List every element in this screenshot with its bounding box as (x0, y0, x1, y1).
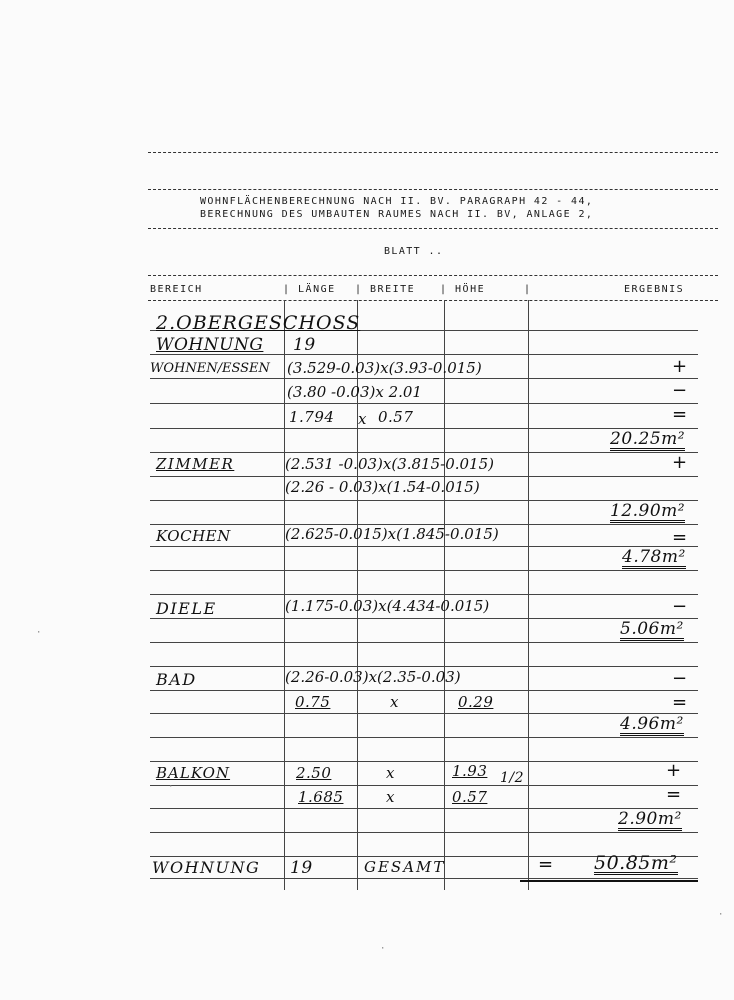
blatt-rule (148, 275, 718, 276)
floor-heading: 2.OBERGESCHOSS (156, 312, 361, 334)
minus-sign: − (672, 380, 688, 401)
grid-row (150, 785, 698, 786)
scan-speck: · (718, 910, 724, 920)
bad-calc-2a: 0.75 (295, 693, 331, 711)
grid-col-3 (444, 300, 445, 890)
grid-row (150, 713, 698, 714)
grid-row (150, 594, 698, 595)
grid-row (150, 761, 698, 762)
bad-calc-2b: x (390, 693, 399, 711)
header-rule (148, 228, 718, 229)
equals-sign: = (672, 527, 688, 548)
kochen-calc-1: (2.625-0.015)x(1.845-0.015) (285, 525, 499, 543)
room-label-balkon: BALKON (156, 764, 231, 782)
balkon-result: 2.90m² (618, 809, 682, 829)
header-line-2: BERECHNUNG DES UMBAUTEN RAUMES NACH II. BV, ANLAGE 2, (200, 209, 594, 220)
grid-col-1 (284, 300, 285, 890)
total-underline (520, 880, 698, 882)
grid-row (150, 666, 698, 667)
kochen-result: 4.78m² (622, 547, 686, 567)
wohnen-calc-3c: 0.57 (378, 408, 414, 426)
total-label: WOHNUNG (152, 858, 261, 877)
grid-row (150, 878, 698, 879)
col-bereich: BEREICH (150, 284, 203, 295)
plus-sign: + (672, 452, 688, 473)
room-label-diele: DIELE (156, 599, 217, 618)
room-label-kochen: KOCHEN (156, 527, 231, 545)
col-ergebnis: ERGEBNIS (624, 284, 685, 295)
wohnen-calc-1: (3.529-0.03)x(3.93-0.015) (287, 359, 482, 377)
balkon-calc-1a: 2.50 (296, 764, 332, 782)
zimmer-calc-2: (2.26 - 0.03)x(1.54-0.015) (285, 478, 480, 496)
bad-calc-1: (2.26-0.03)x(2.35-0.03) (285, 668, 461, 686)
diele-result: 5.06m² (620, 619, 684, 639)
room-label-bad: BAD (156, 670, 197, 689)
wohnen-result: 20.25m² (610, 429, 686, 449)
col-sep: | (524, 284, 532, 295)
grid-col-4 (528, 300, 529, 890)
grid-row (150, 642, 698, 643)
scan-speck: · (380, 944, 386, 954)
zimmer-result: 12.90m² (610, 501, 686, 521)
wohnen-calc-2: (3.80 -0.03)x 2.01 (287, 383, 422, 401)
diele-calc-1: (1.175-0.03)x(4.434-0.015) (285, 597, 490, 615)
total-equals-sign: = (538, 854, 554, 875)
grid-row (150, 737, 698, 738)
plus-sign: + (672, 356, 688, 377)
col-hoehe: | HÖHE (440, 284, 486, 295)
room-label-zimmer: ZIMMER (156, 455, 235, 473)
balkon-calc-2b: x (386, 788, 395, 806)
grid-row (150, 808, 698, 809)
blatt-label: BLATT .. (384, 246, 444, 257)
total-result: 50.85m² (594, 852, 678, 874)
total-text: GESAMT (364, 858, 446, 876)
grid-row (150, 690, 698, 691)
grid-row (150, 452, 698, 453)
balkon-calc-2a: 1.685 (298, 788, 344, 806)
room-label-wohnen: WOHNEN/ESSEN (150, 361, 270, 376)
wohnen-calc-3b: x (358, 410, 367, 428)
balkon-half-factor: 1/2 (500, 770, 525, 786)
apartment-number: 19 (293, 335, 316, 355)
total-number: 19 (290, 858, 313, 878)
col-breite: | BREITE (355, 284, 416, 295)
minus-sign: − (672, 668, 688, 689)
top-rule (148, 152, 718, 153)
balkon-calc-1b: x (386, 764, 395, 782)
plus-sign: + (666, 760, 682, 781)
apartment-label: WOHNUNG (156, 335, 264, 355)
scan-speck: · (36, 628, 42, 638)
grid-row (150, 618, 698, 619)
equals-sign: = (666, 784, 682, 805)
scan-speck: · (168, 782, 174, 792)
equals-sign: = (672, 692, 688, 713)
grid-row (150, 476, 698, 477)
grid-row (150, 570, 698, 571)
balkon-calc-1c: 1.93 (452, 762, 488, 780)
header-line-1: WOHNFLÄCHENBERECHNUNG NACH II. BV. PARAGRAPH 42 - 44, (200, 196, 594, 207)
grid-row (150, 832, 698, 833)
wohnen-calc-3a: 1.794 (289, 408, 335, 426)
col-laenge: | LÄNGE (283, 284, 336, 295)
minus-sign: − (672, 596, 688, 617)
grid-row (150, 378, 698, 379)
zimmer-calc-1: (2.531 -0.03)x(3.815-0.015) (285, 455, 494, 473)
balkon-calc-2c: 0.57 (452, 788, 488, 806)
bad-result: 4.96m² (620, 714, 684, 734)
top-rule-2 (148, 189, 718, 190)
column-head-rule (148, 300, 718, 301)
equals-sign: = (672, 404, 688, 425)
grid-row (150, 546, 698, 547)
bad-calc-2c: 0.29 (458, 693, 494, 711)
grid-row (150, 403, 698, 404)
